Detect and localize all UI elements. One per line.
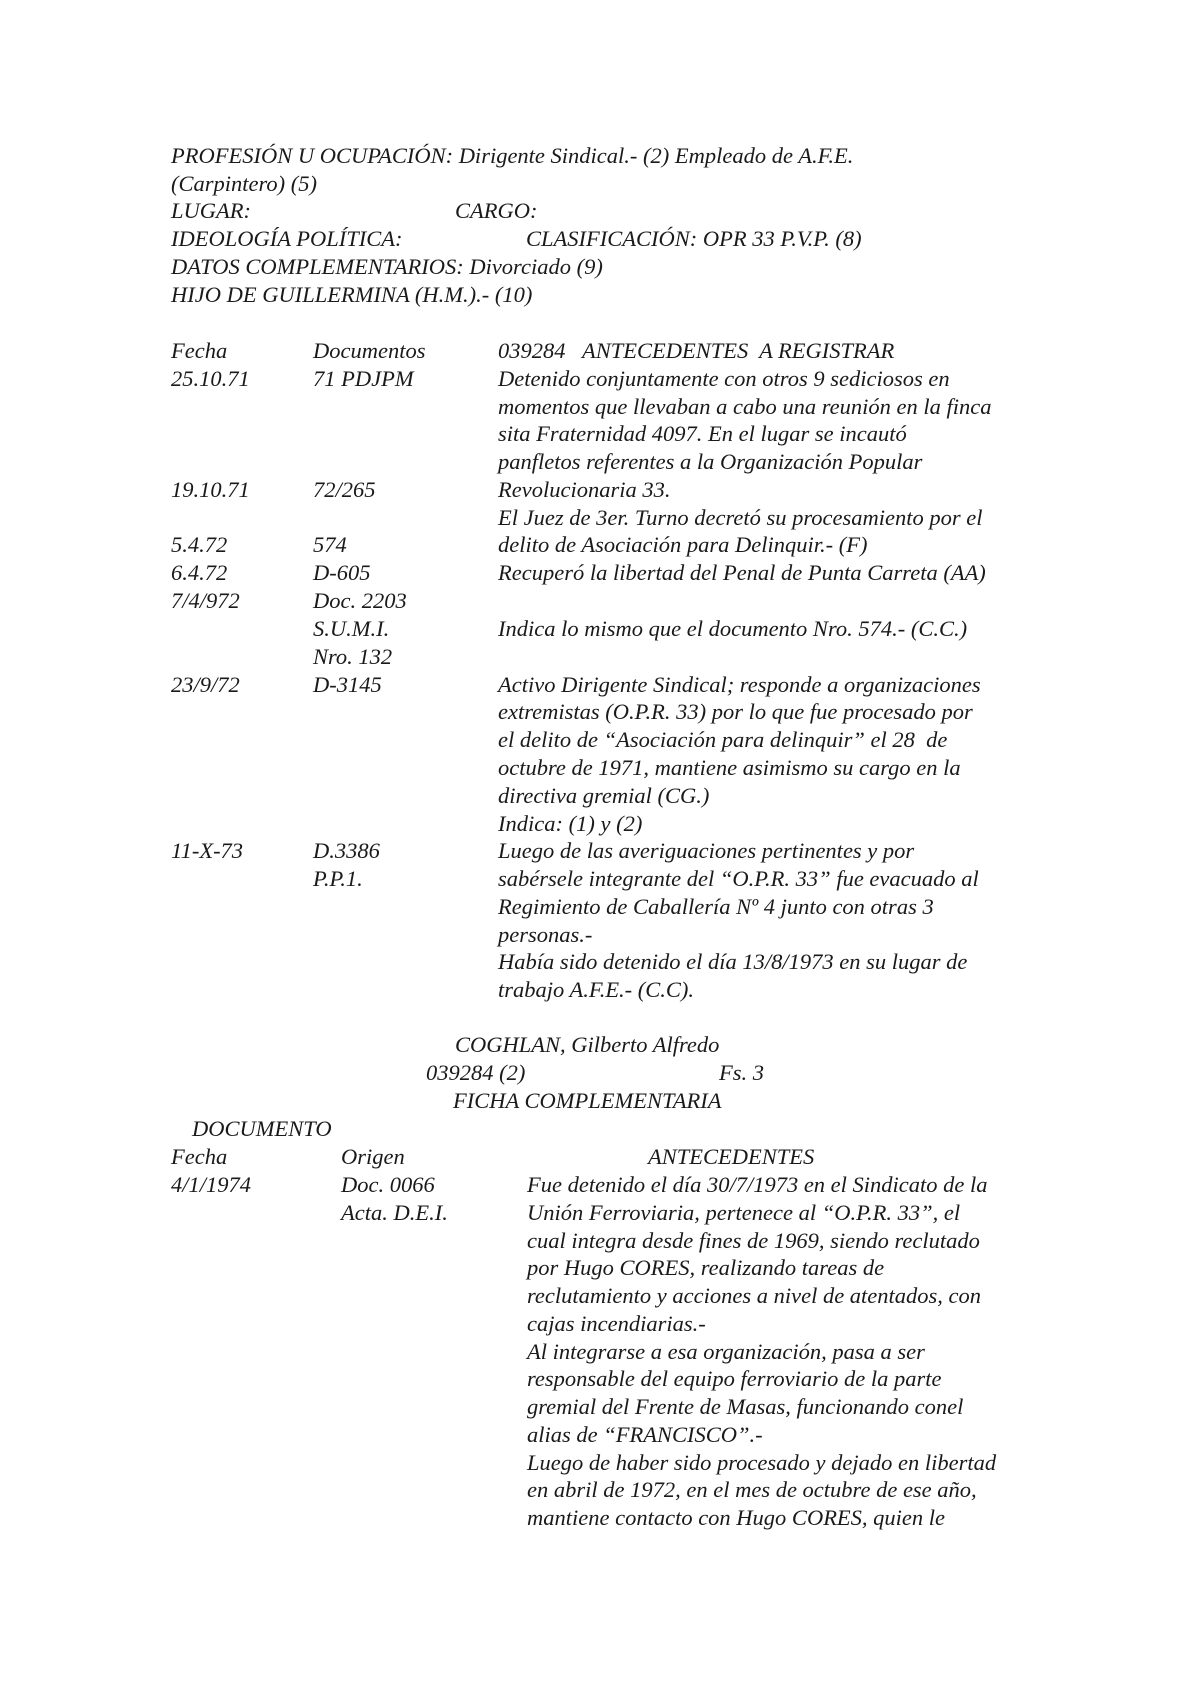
antecedente-line: sita Fraternidad 4097. En el lugar se incautó — [498, 421, 907, 446]
antecedente-line: gremial del Frente de Masas, funcionando conel — [527, 1394, 964, 1419]
col-antecedentes: ANTECEDENTES — [648, 1144, 815, 1169]
row-fecha: 4/1/1974 — [171, 1172, 252, 1197]
lugar-label: LUGAR: — [171, 198, 251, 223]
record-number: 039284 (2) — [426, 1060, 526, 1085]
row-fecha: 6.4.72 — [171, 560, 228, 585]
row-doc: P.P.1. — [313, 866, 363, 891]
row-doc: D-605 — [313, 560, 371, 585]
antecedente-line: Activo Dirigente Sindical; responde a organizaciones — [498, 672, 981, 697]
row-doc: Doc. 2203 — [313, 588, 407, 613]
antecedente-line: reclutamiento y acciones a nivel de atentados, con — [527, 1283, 982, 1308]
datos-complementarios: DATOS COMPLEMENTARIOS: Divorciado (9) — [171, 254, 603, 279]
folio: Fs. 3 — [719, 1060, 764, 1085]
row-doc: 71 PDJPM — [313, 366, 414, 391]
antecedente-line: directiva gremial (CG.) — [498, 783, 710, 808]
antecedente-line: Regimiento de Caballería Nº 4 junto con otras 3 — [498, 894, 934, 919]
row-doc: 72/265 — [313, 477, 376, 502]
row-origen: Doc. 0066 — [341, 1172, 435, 1197]
antecedente-line: Detenido conjuntamente con otros 9 sediciosos en — [498, 366, 950, 391]
profesion-line-cont: (Carpintero) (5) — [171, 171, 318, 196]
documento-label: DOCUMENTO — [192, 1116, 332, 1141]
row-doc: 574 — [313, 532, 347, 557]
row-fecha: 5.4.72 — [171, 532, 228, 557]
clasificacion-label: CLASIFICACIÓN: OPR 33 P.V.P. (8) — [526, 226, 862, 251]
row-doc: S.U.M.I. — [313, 616, 390, 641]
antecedente-line: octubre de 1971, mantiene asimismo su cargo en la — [498, 755, 961, 780]
person-name: COGHLAN, Gilberto Alfredo — [455, 1032, 720, 1057]
row-fecha: 19.10.71 — [171, 477, 250, 502]
antecedente-line: El Juez de 3er. Turno decretó su procesamiento por el — [498, 505, 983, 530]
antecedente-line: por Hugo CORES, realizando tareas de — [527, 1255, 885, 1280]
antecedente-line: Indica lo mismo que el documento Nro. 574.- (C.C.) — [498, 616, 968, 641]
col-fecha: Fecha — [171, 1144, 228, 1169]
row-doc: Nro. 132 — [313, 644, 393, 669]
antecedente-line: Luego de haber sido procesado y dejado en libertad — [527, 1450, 997, 1475]
row-doc: D-3145 — [313, 672, 382, 697]
col-documentos: Documentos — [313, 338, 426, 363]
antecedente-line: responsable del equipo ferroviario de la parte — [527, 1366, 942, 1391]
profesion-line: PROFESIÓN U OCUPACIÓN: Dirigente Sindical.- (2) Empleado de A.F.E. — [171, 143, 854, 168]
antecedente-line: en abril de 1972, en el mes de octubre de ese año, — [527, 1477, 977, 1502]
row-fecha: 7/4/972 — [171, 588, 240, 613]
antecedente-line: Indica: (1) y (2) — [498, 811, 643, 836]
antecedente-line: el delito de “Asociación para delinquir” el 28 de — [498, 727, 948, 752]
antecedente-line: sabérsele integrante del “O.P.R. 33” fue evacuado al — [498, 866, 979, 891]
antecedente-line: momentos que llevaban a cabo una reunión en la finca — [498, 394, 992, 419]
row-fecha: 11-X-73 — [171, 838, 244, 863]
antecedente-line: alias de “FRANCISCO”.- — [527, 1422, 763, 1447]
antecedente-line: delito de Asociación para Delinquir.- (F) — [498, 532, 868, 557]
col-origen: Origen — [341, 1144, 405, 1169]
antecedente-line: Al integrarse a esa organización, pasa a ser — [527, 1339, 925, 1364]
ideologia-label: IDEOLOGÍA POLÍTICA: — [171, 226, 403, 251]
cargo-label: CARGO: — [455, 198, 538, 223]
row-origen: Acta. D.E.I. — [341, 1200, 448, 1225]
antecedente-line: panfletos referentes a la Organización Popular — [498, 449, 923, 474]
row-fecha: 23/9/72 — [171, 672, 240, 697]
antecedente-line: Unión Ferroviaria, pertenece al “O.P.R. 33”, el — [527, 1200, 961, 1225]
hijo-de: HIJO DE GUILLERMINA (H.M.).- (10) — [171, 282, 533, 307]
col-fecha: Fecha — [171, 338, 228, 363]
row-doc: D.3386 — [313, 838, 380, 863]
antecedente-line: cajas incendiarias.- — [527, 1311, 706, 1336]
row-fecha: 25.10.71 — [171, 366, 250, 391]
antecedente-line: cual integra desde fines de 1969, siendo reclutado — [527, 1228, 980, 1253]
antecedente-line: Luego de las averiguaciones pertinentes y por — [498, 838, 915, 863]
antecedente-line: Revolucionaria 33. — [498, 477, 671, 502]
antecedente-line: personas.- — [498, 922, 593, 947]
antecedente-line: mantiene contacto con Hugo CORES, quien le — [527, 1505, 946, 1530]
antecedente-line: extremistas (O.P.R. 33) por lo que fue procesado por — [498, 699, 973, 724]
antecedente-line: trabajo A.F.E.- (C.C). — [498, 977, 695, 1002]
antecedente-line: Había sido detenido el día 13/8/1973 en su lugar de — [498, 949, 968, 974]
antecedente-line: Recuperó la libertad del Penal de Punta Carreta (AA) — [498, 560, 986, 585]
antecedente-line: Fue detenido el día 30/7/1973 en el Sindicato de la — [527, 1172, 988, 1197]
col-antecedentes: 039284 ANTECEDENTES A REGISTRAR — [498, 338, 895, 363]
ficha-title: FICHA COMPLEMENTARIA — [453, 1088, 722, 1113]
